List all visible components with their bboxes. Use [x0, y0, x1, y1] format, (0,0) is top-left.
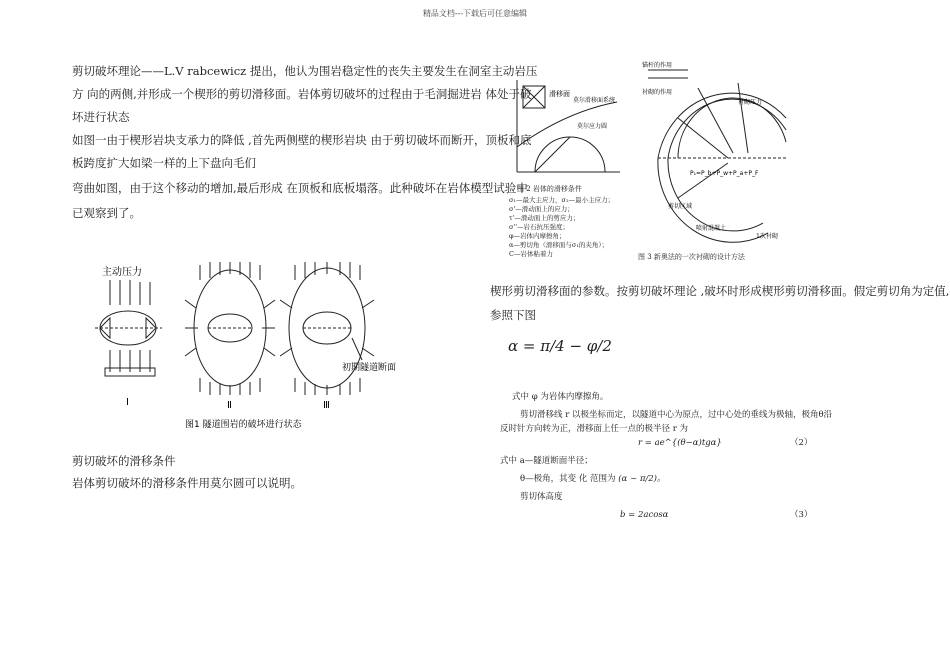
figure-1-stage-label: Ⅱ — [227, 400, 232, 411]
right-paragraph-1: 楔形剪切滑移面的参数。按剪切破坏理论 ,破坏时形成楔形剪切滑移面。假定剪切角为定值, — [490, 284, 950, 298]
figure-3-shotcrete-label: 喷射混凝土 — [696, 225, 727, 232]
figure-1-pressure-label: 主动压力 — [102, 267, 142, 278]
formula-row-2 — [500, 436, 832, 450]
text-line: 剪切破坏理论——L.V rabcewicz 提出，他认为围岩稳定性的丧失主要发生在洞室主动岩压 — [72, 64, 538, 78]
text-line: 如图一由于楔形岩块支承力的降低 ,首先两侧壁的楔形岩块 由于剪切破坏而断开，顶板和底 — [72, 133, 532, 147]
theta-range-value: (α ~ π/2)。 — [618, 474, 666, 484]
figure-1 — [90, 260, 397, 435]
stage-3-diagram — [280, 262, 374, 395]
figure-2-legend — [509, 196, 614, 259]
left-paragraph-1 — [72, 60, 537, 225]
figure-1-drawing — [90, 260, 397, 435]
legend-line: C—岩体粘着力 — [509, 250, 553, 258]
formula-3-number: （3） — [790, 510, 813, 520]
text-line: 坏进行状态 — [72, 110, 130, 124]
figure-3-lining-pressure-label: 衬砌压力 — [738, 99, 763, 106]
formula-line: 反时针方向转为正，滑移面上任一点的极半径 r 为 — [500, 424, 688, 434]
stage-2-diagram — [185, 262, 275, 395]
figure-1-stage-label: Ⅲ — [323, 400, 330, 411]
formula-row-3 — [500, 508, 832, 522]
formula-3: b = 2acosα — [620, 510, 669, 520]
figure-3 — [638, 58, 788, 273]
section-text: 岩体剪切破坏的滑移条件用莫尔圆可以说明。 — [72, 476, 302, 490]
figure-3-tunnel-diagram — [638, 58, 788, 258]
formula-line — [500, 472, 832, 486]
formula-shear-angle: α = π/4 − φ/2 — [508, 337, 612, 355]
formula-line: 剪切体高度 — [520, 492, 563, 502]
legend-line: σ₁—最大主应力，σ₂—最小主应力； — [509, 196, 615, 204]
figure-3-lining-label: 1次衬砌 — [756, 233, 778, 240]
figure-2 — [505, 72, 625, 272]
section-title: 剪切破坏的滑移条件 — [72, 454, 176, 468]
figure-3-zone-label: 剪切区域 — [668, 203, 693, 210]
formula-line: 式中 φ 为岩体内摩擦角。 — [512, 392, 609, 402]
formula-2: r = ae^{(θ−α)tgα} — [638, 438, 722, 448]
figure-2-caption: 图 2 岩体的滑移条件 — [517, 185, 582, 193]
figure-2-mohr-diagram — [505, 72, 625, 182]
figure-1-section-label: 初期隧道断面 — [342, 363, 397, 373]
legend-line: σ''—岩石抗压强度； — [509, 223, 570, 231]
formula-line: 剪切滑移线 r 以极坐标而定，以隧道中心为原点，过中心处的垂线为极轴，极角θ沿 — [520, 410, 833, 420]
stage-1-diagram — [95, 280, 162, 376]
text-line: 方 向的两侧,并形成一个楔形的剪切滑移面。岩体剪切破坏的过程由于毛洞掘进岩 体处于破 — [72, 87, 532, 101]
figure-3-lining-prop-label: 衬砌的作用 — [642, 89, 673, 96]
legend-line: φ—岩体内摩擦角； — [509, 232, 566, 240]
formula-block — [500, 390, 832, 522]
figure-1-caption: 图1 隧道围岩的破坏进行状态 — [185, 420, 302, 430]
legend-line: σ'—滑动面上的应力； — [509, 205, 574, 213]
theta-range-text: θ—极角，其变 化 范围为 — [520, 474, 616, 484]
text-line: 已观察到了。 — [72, 206, 141, 220]
figure-2-slip-plane-label: 滑移面 — [549, 90, 570, 98]
text-line: 板跨度扩大如梁一样的上下盘向毛们 — [72, 156, 256, 170]
figure-3-equation-label: P₁=P_b+P_w+P_a+P_F — [690, 170, 759, 177]
figure-3-anchor-label: 锚杆的作用 — [642, 62, 673, 69]
formula-line: 式中 a—隧道断面半径； — [500, 456, 593, 466]
figure-2-mohr-label: 莫尔应力圆 — [577, 123, 608, 130]
text-line: 弯曲如图，由于这个移动的增加,最后形成 在顶板和底板塌落。此种破坏在岩体模型试验中 — [72, 181, 528, 195]
figure-1-stage-label: Ⅰ — [126, 397, 129, 408]
legend-line: α—剪切角（滑移面与σ₁的夹角）； — [509, 241, 609, 249]
figure-2-envelope-label: 莫尔滑移面系统 — [573, 97, 616, 104]
formula-2-number: （2） — [790, 438, 813, 448]
page-header: 精品文档---下载后可任意编辑 — [422, 9, 528, 18]
legend-line: τ'—滑动面上的剪应力； — [509, 214, 580, 222]
figure-3-caption: 图 3 新奥法的一次衬砌的设计方法 — [638, 253, 745, 261]
right-paragraph-2: 参照下图 — [490, 308, 536, 322]
